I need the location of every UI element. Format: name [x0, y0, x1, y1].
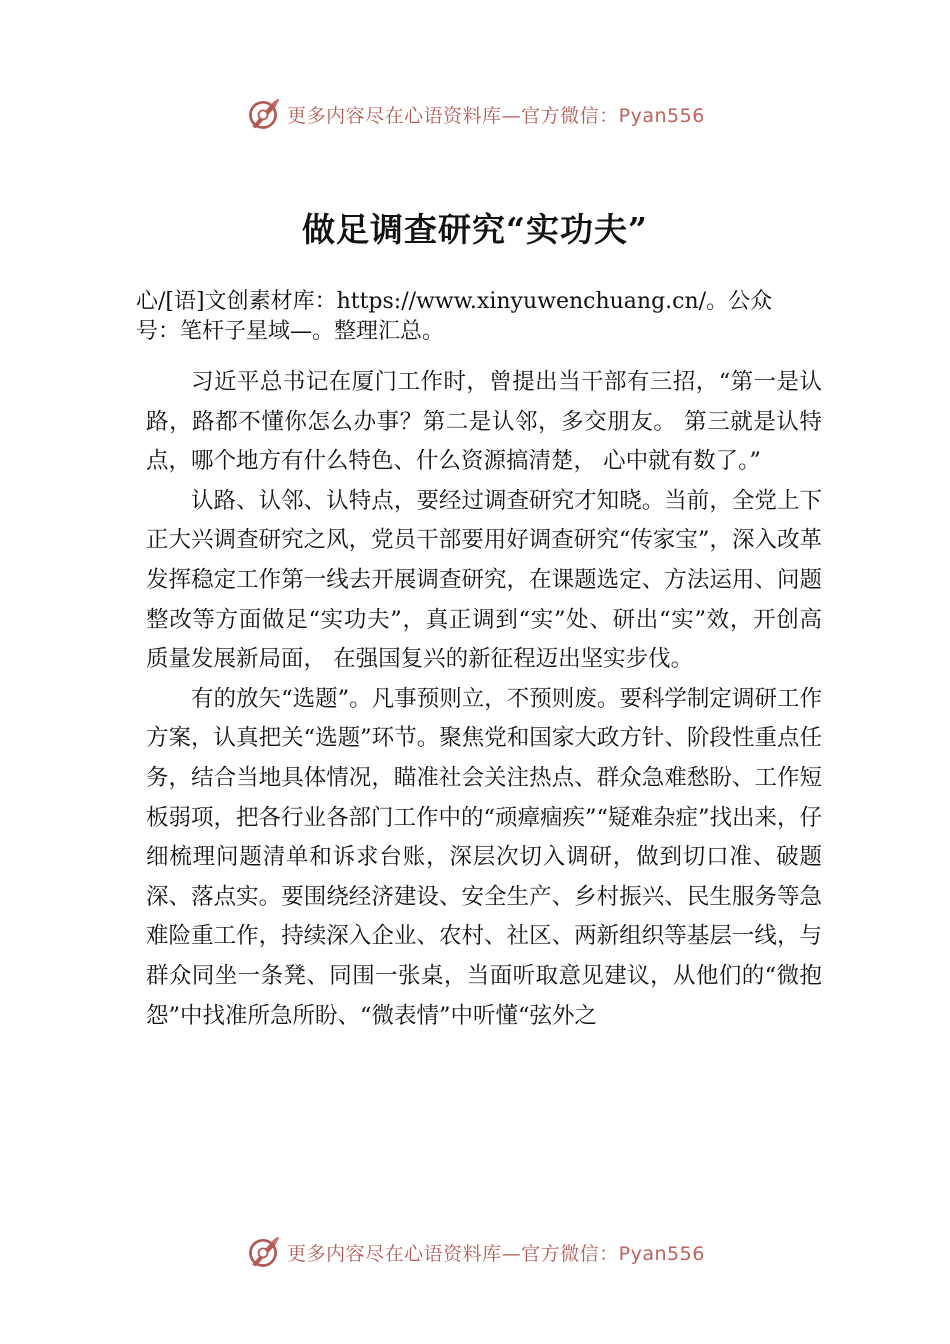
article-body [146, 363, 822, 1036]
footer-banner-handle: Pyan556 [618, 1242, 705, 1265]
footer-banner-text [287, 1239, 705, 1266]
header-banner-handle: Pyan556 [618, 104, 705, 127]
header-banner-label: 更多内容尽在心语资料库—官方微信： [287, 104, 619, 127]
quill-logo-icon [245, 96, 281, 132]
footer-banner [0, 1234, 950, 1270]
quill-logo-icon [245, 1234, 281, 1270]
article-title: 做足调查研究“实功夫” [302, 210, 648, 249]
article-source: 心/[语]文创素材库：https://www.xinyuwenchuang.cn/。公众号：笔杆子星域—。整理汇总。 [136, 289, 773, 344]
footer-banner-label: 更多内容尽在心语资料库—官方微信： [287, 1242, 619, 1265]
header-banner [0, 96, 950, 132]
header-banner-text [287, 101, 705, 128]
paragraph: 有的放矢“选题”。凡事预则立，不预则废。要科学制定调研工作方案，认真把关“选题”环节。聚焦党和国家大政方针、阶段性重点任务，结合当地具体情况，瞄准社会关注热点、群众急难愁盼、工作短板弱项，把各行业各部门工作中的“顽瘴痼疾”“疑难杂症”找出来，仔细梳理问题清单和诉求台账，深层次切入调研，做到切口准、破题深、落点实。要围绕经济建设、安全生产、乡村振兴、民生服务等急难险重工作，持续深入企业、农村、社区、两新组织等基层一线，与群众同坐一条凳、同围一张桌，当面听取意见建议，从他们的“微抱怨”中找准所急所盼、“微表情”中听懂“弦外之 [146, 685, 823, 1029]
paragraph: 认路、认邻、认特点，要经过调查研究才知晓。当前，全党上下正大兴调查研究之风，党员干部要用好调查研究“传家宝”，深入改革发挥稳定工作第一线去开展调查研究，在课题选定、方法运用、问题整改等方面做足“实功夫”，真正调到“实”处、研出“实”效，开创高质量发展新局面， 在强国复兴的新征程迈出坚实步伐。 [146, 487, 822, 673]
paragraph: 习近平总书记在厦门工作时，曾提出当干部有三招，“第一是认路，路都不懂你怎么办事？第二是认邻，多交朋友。 第三就是认特点，哪个地方有什么特色、什么资源搞清楚， 心中就有数了。” [146, 369, 822, 475]
